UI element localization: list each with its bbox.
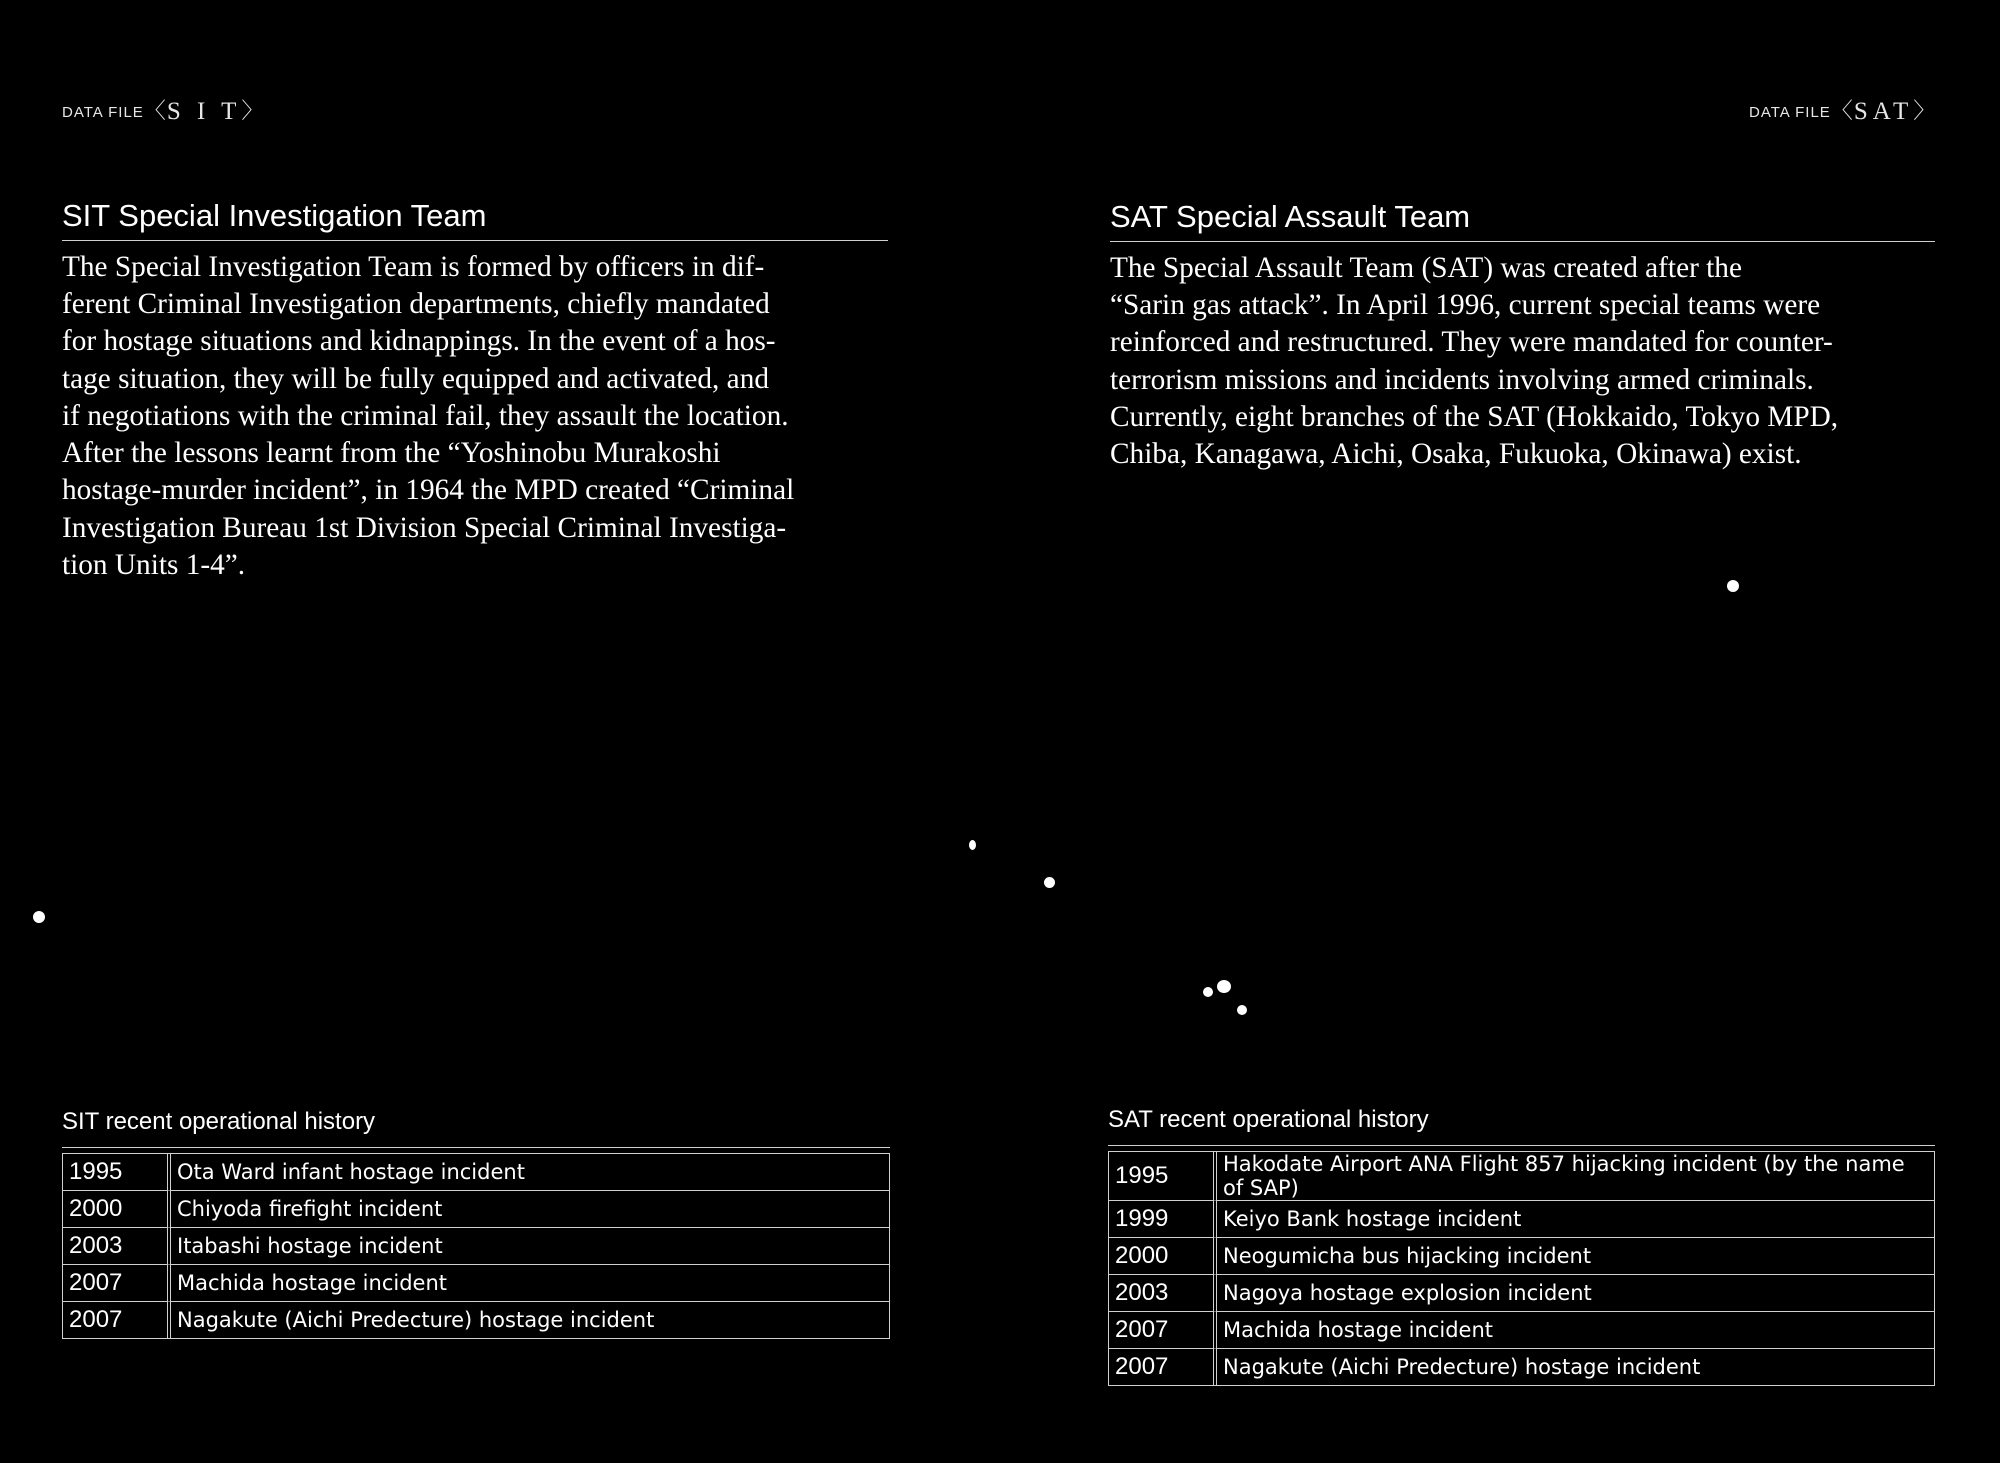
sit-text-line: The Special Investigation Team is formed by officers in dif- [62,250,765,283]
incident-cell: Neogumicha bus hijacking incident [1217,1238,1934,1275]
table-row [1109,1312,1934,1349]
year-cell: 2000 [63,1191,171,1228]
incident-cell: Chiyoda firefight incident [171,1191,889,1228]
sat-text-line: reinforced and restructured. They were mandated for counter- [1110,326,1833,359]
year-cell: 2007 [63,1265,171,1302]
table-row [1109,1275,1934,1312]
year-cell: 2003 [1109,1275,1217,1312]
sit-history [62,1108,890,1339]
incident-cell: Nagakute (Aichi Predecture) hostage incident [177,1307,655,1332]
sit-text-line: After the lessons learnt from the “Yoshinobu Murakoshi [62,437,721,470]
sit-text-line: hostage-murder incident”, in 1964 the MPD created “Criminal [62,474,795,507]
incident-cell: Machida hostage incident [171,1265,889,1302]
year-cell: 1999 [1109,1201,1217,1238]
incident-cell: Nagoya hostage explosion incident [1217,1275,1934,1312]
decorative-dot [33,911,45,923]
sat-text-line: “Sarin gas attack”. In April 1996, current special teams were [1110,288,1821,321]
incident-cell: Ota Ward infant hostage incident [171,1154,889,1191]
sit-history-table [62,1153,890,1339]
sit-section [62,198,888,584]
incident-cell: Hakodate Airport ANA Flight 857 hijacking incident (by the name of SAP) [1217,1152,1934,1201]
year-cell: 2000 [1109,1238,1217,1275]
sit-text-line: tion Units 1-4”. [62,549,246,582]
sit-description [62,249,888,585]
table-row [63,1191,889,1228]
sat-description [1110,250,1935,474]
year-cell: 2007 [1109,1312,1217,1349]
sit-section-title: SIT Special Investigation Team [62,198,888,241]
header-left-label [62,94,264,126]
year-cell: 1995 [1109,1152,1217,1201]
header-left-prefix: DATA FILE [62,104,144,121]
decorative-dot [1203,987,1213,997]
year-cell: 2007 [1109,1349,1217,1385]
sat-section-title: SAT Special Assault Team [1110,199,1935,242]
sat-text-line: terrorism missions and incidents involving armed criminals. [1110,363,1814,396]
sit-text-line: ferent Criminal Investigation departments, chiefly mandated [62,287,770,320]
decorative-dot [1237,1005,1247,1015]
header-right-open-bracket: 〈 [1830,99,1854,124]
sit-text-line: Investigation Bureau 1st Division Special Criminal Investiga- [62,511,787,544]
sit-history-title: SIT recent operational history [62,1108,890,1148]
table-row [1109,1238,1934,1275]
year-cell: 2007 [63,1302,171,1338]
table-row [1109,1152,1934,1201]
decorative-dot [1217,980,1231,993]
table-row [63,1228,889,1265]
incident-cell: Nagakute (Aichi Predecture) hostage incident [1223,1354,1701,1379]
table-row [1109,1349,1934,1385]
decorative-dot [969,840,976,850]
sat-section [1110,199,1935,473]
header-right-code: SAT [1853,98,1914,125]
header-left-open-bracket: 〈 [143,99,167,124]
incident-cell: Keiyo Bank hostage incident [1217,1201,1934,1238]
header-right-label [1749,94,1936,126]
sat-text-line: The Special Assault Team (SAT) was created after the [1110,251,1742,284]
table-row [63,1154,889,1191]
sat-history-table [1108,1151,1935,1386]
year-cell: 1995 [63,1154,171,1191]
sit-text-line: if negotiations with the criminal fail, they assault the location. [62,399,789,432]
sit-text-line: for hostage situations and kidnappings. In the event of a hos- [62,325,776,358]
sat-history-title: SAT recent operational history [1108,1106,1935,1146]
decorative-dot [1044,877,1055,888]
table-row [63,1265,889,1302]
header-right-prefix: DATA FILE [1749,104,1831,121]
table-row [63,1302,889,1338]
sat-text-line: Currently, eight branches of the SAT (Hokkaido, Tokyo MPD, [1110,400,1839,433]
header-right-close-bracket: 〉 [1913,99,1937,124]
header-left-code: S I T [166,98,242,125]
sat-text-line: Chiba, Kanagawa, Aichi, Osaka, Fukuoka, Okinawa) exist. [1110,438,1802,471]
header-left-close-bracket: 〉 [241,99,265,124]
sat-history [1108,1106,1935,1386]
incident-cell: Machida hostage incident [1217,1312,1934,1349]
table-row [1109,1201,1934,1238]
incident-cell: Itabashi hostage incident [171,1228,889,1265]
sit-text-line: tage situation, they will be fully equipped and activated, and [62,362,769,395]
year-cell: 2003 [63,1228,171,1265]
decorative-dot [1727,580,1739,592]
